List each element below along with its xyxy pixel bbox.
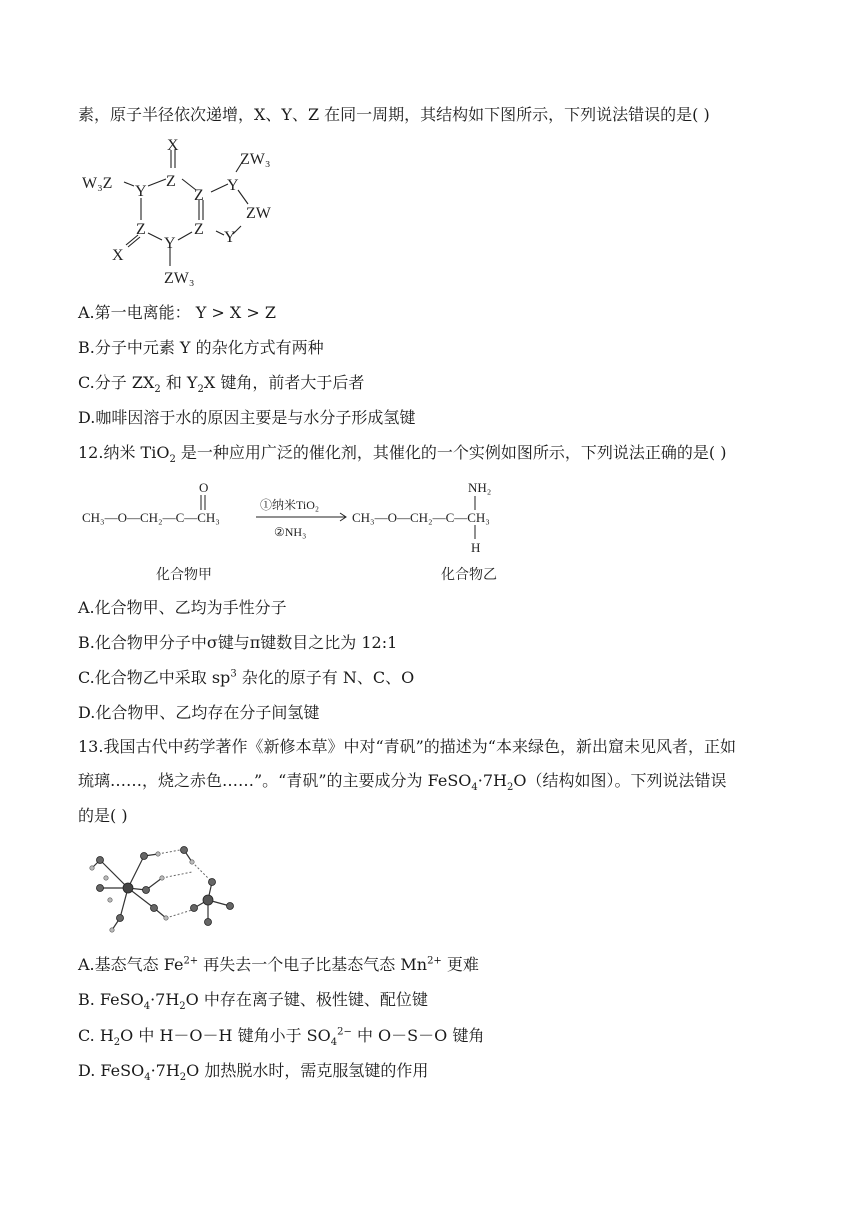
q11-label-zw3-bottom: ZW₃ bbox=[164, 270, 195, 287]
q11-label-w3z: W₃Z bbox=[82, 175, 113, 192]
q13-option-c: C. $H_2O$ 中 H－O－H 键角小于 $SO_4^{2-}$ 中 O－S－O 键角 bbox=[78, 1026, 485, 1049]
q11-option-d: D.咖啡因溶于水的原因主要是与水分子形成氢键 bbox=[78, 408, 416, 427]
q13-stem-line3: 的是( ) bbox=[78, 806, 128, 825]
svg-text:Y: Y bbox=[164, 235, 176, 252]
svg-text:Y: Y bbox=[224, 229, 236, 246]
q13-option-b: B. $FeSO_4\cdot 7H_2O$ 中存在离子键、极性键、配位键 bbox=[78, 990, 428, 1013]
q12-reaction-figure bbox=[78, 476, 528, 588]
q11-structure-figure bbox=[78, 138, 298, 293]
product-formula: CH₃—O—CH₂—C—CH₃ bbox=[352, 510, 490, 525]
q13-crystal-structure-figure bbox=[80, 838, 250, 944]
q12-option-b: B.化合物甲分子中σ键与π键数目之比为 12:1 bbox=[78, 633, 398, 652]
carbonyl-oxygen: O bbox=[199, 480, 209, 495]
label-compound-a: 化合物甲 bbox=[156, 568, 212, 583]
q11-option-b: B.分子中元素 Y 的杂化方式有两种 bbox=[78, 338, 324, 357]
q12-option-a: A.化合物甲、乙均为手性分子 bbox=[78, 598, 287, 617]
q12-option-c: C.化合物乙中采取 $sp^3$ 杂化的原子有 N、C、O bbox=[78, 668, 415, 687]
svg-text:Y: Y bbox=[135, 183, 147, 200]
reactant-formula: CH₃—O—CH₂—C—CH₃ bbox=[82, 510, 220, 525]
q11-label-zw: ZW bbox=[246, 205, 271, 222]
q13-option-a: A.基态气态 $Fe^{2+}$ 再失去一个电子比基态气态 $Mn^{2+}$ 更难 bbox=[78, 955, 479, 974]
svg-text:Z: Z bbox=[136, 221, 146, 238]
q13-stem-line1: 13.我国古代中药学著作《新修本草》中对“青矾”的描述为“本来绿色，新出窟未见风者，正如 bbox=[78, 737, 736, 756]
amine-group: NH₂ bbox=[468, 480, 492, 495]
hydrogen-atom: H bbox=[471, 540, 481, 555]
q11-option-c: C.分子 $ZX_2$ 和 $Y_2X$ 键角，前者大于后者 bbox=[78, 373, 365, 396]
svg-text:Z: Z bbox=[166, 173, 176, 190]
q11-stem: 素，原子半径依次递增，X、Y、Z 在同一周期，其结构如下图所示，下列说法错误的是( ) bbox=[78, 105, 710, 124]
q11-label-x-top: X bbox=[167, 138, 179, 154]
label-compound-b: 化合物乙 bbox=[441, 568, 497, 583]
condition-2: ②NH₃ bbox=[274, 525, 307, 539]
svg-text:Z: Z bbox=[194, 187, 204, 204]
q13-option-d: D. $FeSO_4\cdot 7H_2O$ 加热脱水时，需克服氢键的作用 bbox=[78, 1061, 429, 1084]
svg-text:Y: Y bbox=[227, 177, 239, 194]
q11-label-x-left: X bbox=[112, 247, 124, 264]
q11-option-a: A.第一电离能： Y > X > Z bbox=[78, 303, 276, 322]
q12-option-d: D.化合物甲、乙均存在分子间氢键 bbox=[78, 703, 320, 722]
condition-1: ①纳米TiO₂ bbox=[260, 498, 320, 512]
q11-label-zw3-top: ZW₃ bbox=[240, 151, 271, 168]
q13-stem-line2: 琉璃……，烧之赤色……”。“青矾”的主要成分为 $FeSO_4\cdot 7H_2O$（结构如图）。下列说法错误 bbox=[78, 771, 727, 794]
svg-text:Z: Z bbox=[194, 221, 204, 238]
q12-stem: 12.纳米 TiO$_2$ 是一种应用广泛的催化剂，其催化的一个实例如图所示，下列说法正确的是( ) bbox=[78, 443, 727, 466]
